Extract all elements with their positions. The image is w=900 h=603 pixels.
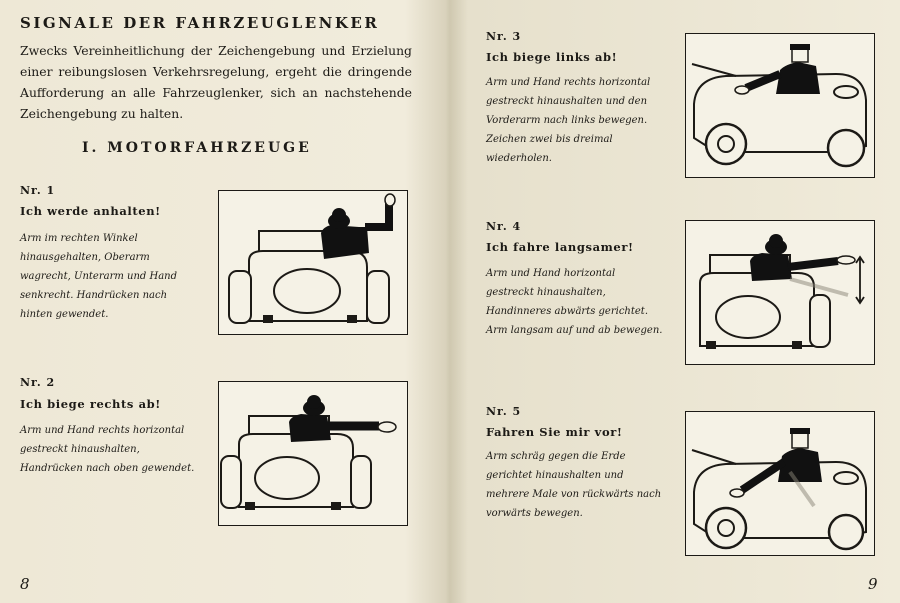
car-rear-slow-down-drawing: [686, 221, 874, 364]
signal-4-heading: Ich fahre langsamer!: [486, 240, 634, 254]
car-side-left-turn-drawing: [686, 34, 874, 177]
signal-5-heading: Fahren Sie mir vor!: [486, 425, 623, 439]
signal-3-description: Arm und Hand rechts horizontal gestreckt hinaushalten und den Vorderarm nach links bewegen. Zeichen zwei bis dreimal wiederholen.: [486, 77, 651, 164]
left-page: [0, 0, 446, 603]
signal-1-illustration: [218, 190, 408, 335]
page-title: SIGNALE DER FAHRZEUGLENKER: [20, 14, 380, 32]
signal-4-number: Nr. 4: [486, 220, 522, 233]
car-rear-stop-signal-drawing: [219, 191, 407, 334]
signal-2-number: Nr. 2: [20, 376, 56, 389]
signal-3-heading: Ich biege links ab!: [486, 50, 618, 64]
signal-5-number: Nr. 5: [486, 405, 522, 418]
signal-4-illustration: [685, 220, 875, 365]
signal-3-illustration: [685, 33, 875, 178]
page-number-right: 9: [868, 575, 878, 593]
car-rear-right-turn-drawing: [219, 382, 407, 525]
signal-1-number: Nr. 1: [20, 184, 56, 197]
signal-1-heading: Ich werde anhalten!: [20, 204, 161, 218]
signal-3-number: Nr. 3: [486, 30, 522, 43]
car-side-pass-me-drawing: [686, 412, 874, 555]
signal-4-description: Arm und Hand horizontal gestreckt hinaushalten, Handinneres abwärts gerichtet. Arm langsam auf und ab bewegen.: [486, 268, 663, 336]
section-heading: I. MOTORFAHRZEUGE: [82, 140, 312, 156]
page-number-left: 8: [20, 575, 30, 593]
signal-1-description: Arm im rechten Winkel hinausgehalten, Oberarm wagrecht, Unterarm und Hand senkrecht. Handrücken nach hinten gewendet.: [20, 233, 178, 320]
intro-paragraph: Zwecks Vereinheitlichung der Zeichengebung und Erzielung einer reibungslosen Verkehrsregelung, ergeht die dringende Aufforderung an alle Fahrzeuglenker, sich an nachstehende Zeichengebung zu halten.: [20, 43, 412, 121]
signal-5-illustration: [685, 411, 875, 556]
signal-2-description: Arm und Hand rechts horizontal gestreckt hinaushalten, Handrücken nach oben gewendet.: [20, 425, 195, 474]
right-page: [454, 0, 900, 603]
signal-2-heading: Ich biege rechts ab!: [20, 397, 161, 411]
signal-2-illustration: [218, 381, 408, 526]
signal-5-description: Arm schräg gegen die Erde gerichtet hinaushalten und mehrere Male von rückwärts nach vorwärts bewegen.: [486, 451, 662, 519]
